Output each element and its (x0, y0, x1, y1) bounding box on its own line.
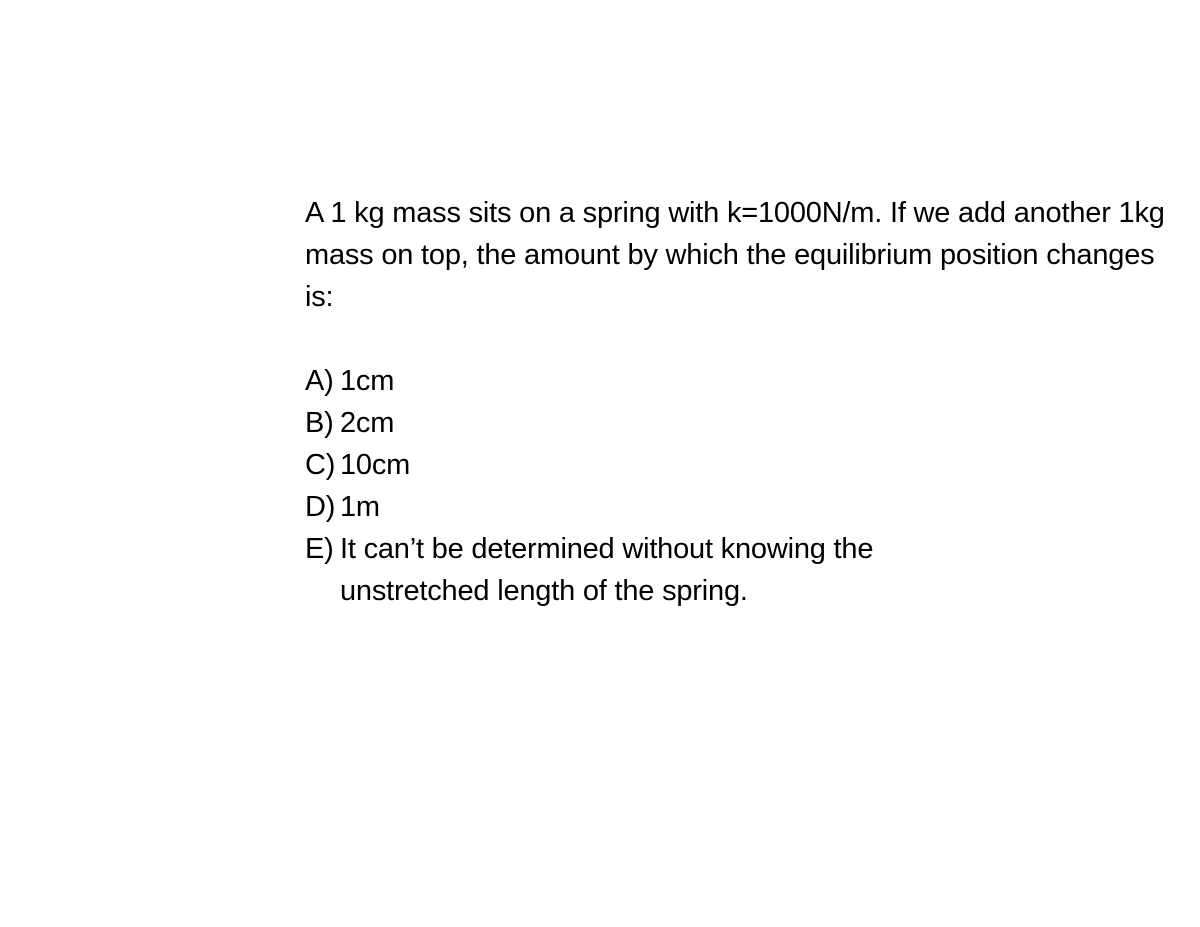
answer-options (305, 360, 1165, 612)
option-text: 2cm (340, 407, 395, 439)
option-letter: E) (305, 533, 334, 565)
option-e (305, 528, 1165, 612)
option-text: 1m (340, 491, 380, 523)
option-letter: D) (305, 491, 336, 523)
option-letter: B) (305, 407, 334, 439)
option-text: 10cm (340, 449, 411, 481)
option-c (305, 444, 1165, 486)
option-text: It can’t be determined without knowing the unstretched length of the spring. (340, 533, 874, 607)
question-text: A 1 kg mass sits on a spring with k=1000N/m. If we add another 1kg mass on top, the amount by which the equilibrium position changes is: (305, 197, 1165, 313)
question-block (305, 192, 1165, 612)
option-b (305, 402, 1165, 444)
option-letter: C) (305, 449, 336, 481)
option-letter: A) (305, 365, 334, 397)
option-text: 1cm (340, 365, 395, 397)
option-d (305, 486, 1165, 528)
option-a (305, 360, 1165, 402)
